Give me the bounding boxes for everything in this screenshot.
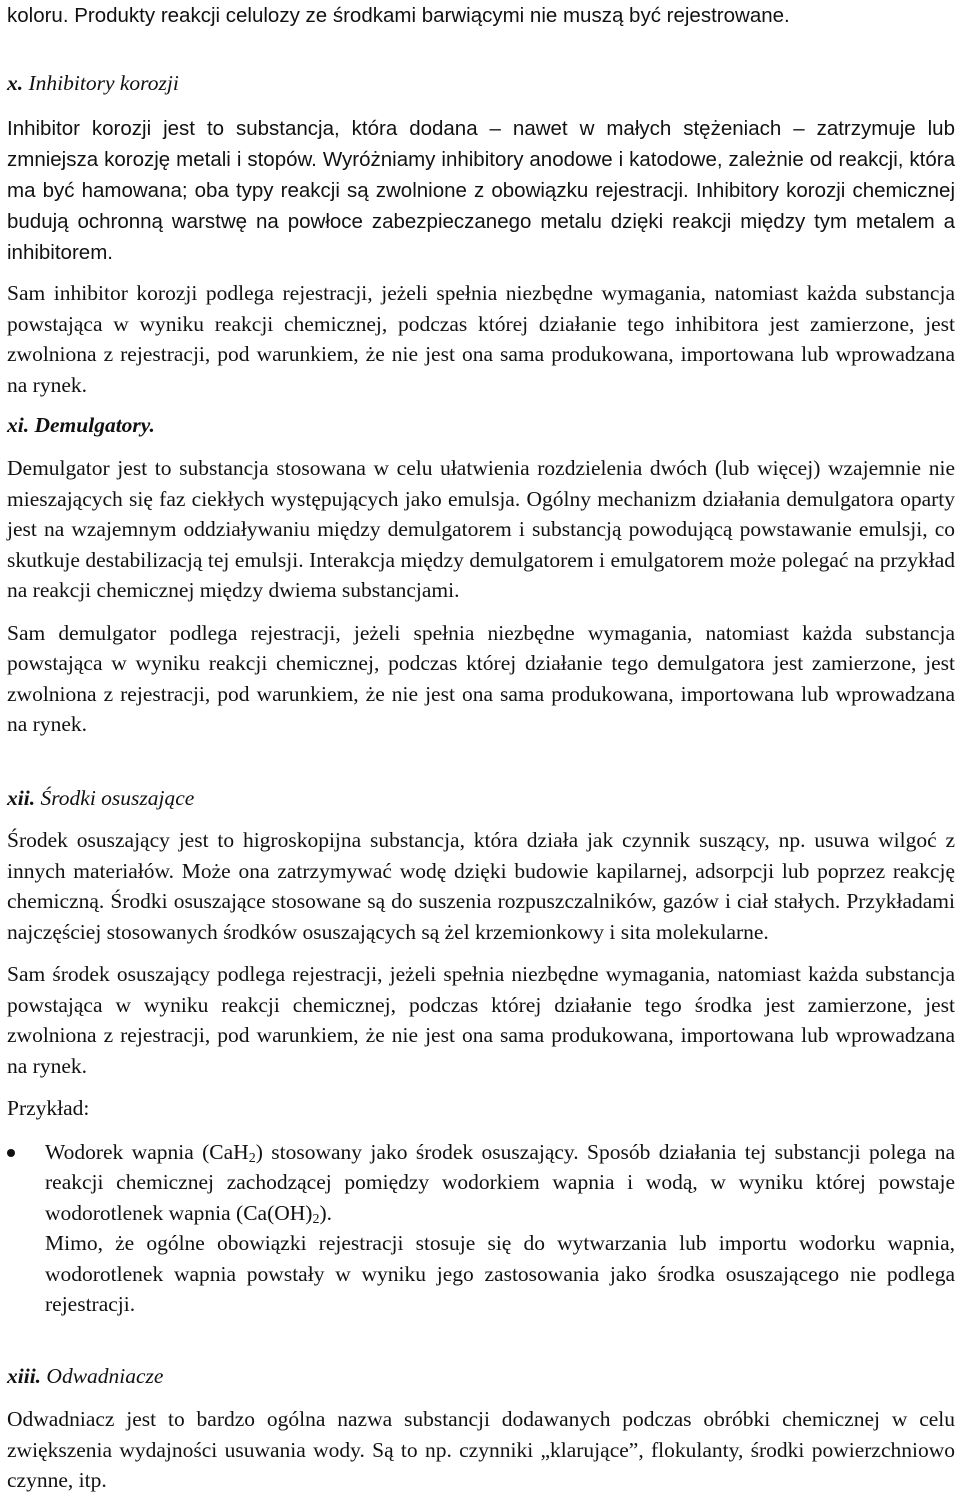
paragraph: Sam środek osuszający podlega rejestracji, jeżeli spełnia niezbędne wymagania, natomiast każda substancja powstająca w wyniku reakcji chemicznej, podczas której działanie tego środka jest zamierzone, jest zwolniona z rejestracji, pod warunkiem, że nie jest ona sama produkowana, importowana lub wprowadzana na rynek. bbox=[7, 962, 955, 1078]
section-number: xiii. bbox=[7, 1364, 42, 1388]
paragraph: Sam demulgator podlega rejestracji, jeżeli spełnia niezbędne wymagania, natomiast każda substancja powstająca w wyniku reakcji chemicznej, podczas której działanie tego demulgatora jest zamierzone, jest zwolniona z rejestracji, pod warunkiem, że nie jest ona sama produkowana, importowana lub wprowadzana na rynek. bbox=[7, 620, 955, 736]
example-label: Przykład: bbox=[7, 1096, 90, 1120]
section-title: Odwadniacze bbox=[46, 1364, 164, 1388]
intro-block bbox=[7, 0, 955, 31]
section-title: Inhibitory korozji bbox=[28, 71, 179, 95]
list-item-continuation: Mimo, że ogólne obowiązki rejestracji stosuje się do wytwarzania lub importu wodorku wapnia, wodorotlenek wapnia powstały w wyniku jego zastosowania jako środka osuszającego nie podlega rejestracji. bbox=[45, 1231, 955, 1316]
paragraph: Demulgator jest to substancja stosowana w celu ułatwienia rozdzielenia dwóch (lub więcej) wzajemnie nie mieszających się faz ciekłych występujących jako emulsja. Ogólny mechanizm działania demulgatora oparty jest na wzajemnym oddziaływaniu między demulgatorem i substancją powodującą powstawanie emulsji, co skutkuje destabilizacją tej emulsji. Interakcja między demulgatorem i emulgatorem może polegać na przykład na reakcji chemicznej między dwiema substancjami. bbox=[7, 456, 955, 602]
paragraph: Odwadniacz jest to bardzo ogólna nazwa substancji dodawanych podczas obróbki chemicznej w celu zwiększenia wydajności usuwania wody. Są to np. czynniki „klarujące”, flokulanty, środki powierzchniowo czynne, itp. bbox=[7, 1407, 955, 1492]
intro-paragraph: koloru. Produkty reakcji celulozy ze środkami barwiącymi nie muszą być rejestrowane. bbox=[7, 4, 790, 27]
section-title: Środki osuszające bbox=[40, 786, 195, 810]
paragraph: Sam inhibitor korozji podlega rejestracji, jeżeli spełnia niezbędne wymagania, natomiast każda substancja powstająca w wyniku reakcji chemicznej, podczas której działanie tego inhibitora jest zamierzone, jest zwolniona z rejestracji, pod warunkiem, że nie jest ona sama produkowana, importowana lub wprowadzana na rynek. bbox=[7, 281, 955, 397]
section-xi-heading bbox=[7, 410, 955, 440]
section-number: x. bbox=[7, 71, 24, 95]
section-title: Demulgatory. bbox=[34, 413, 155, 437]
example-list bbox=[7, 1137, 955, 1320]
paragraph: Inhibitor korozji jest to substancja, która dodana – nawet w małych stężeniach – zatrzymuje lub zmniejsza korozję metali i stopów. Wyróżniamy inhibitory anodowe i katodowe, zależnie od reakcji, która ma być hamowana; oba typy reakcji są zwolnione z obowiązku rejestracji. Inhibitory korozji chemicznej budują ochronną warstwę na powłoce zabezpieczanego metalu dzięki reakcji między tym metalem a inhibitorem. bbox=[7, 117, 955, 264]
paragraph: Środek osuszający jest to higroskopijna substancja, która działa jak czynnik suszący, np. usuwa wilgoć z innych materiałów. Może ona zatrzymywać wodę dzięki budowie kapilarnej, adsorpcji lub poprzez reakcję chemiczną. Środki osuszające stosowane są do suszenia rozpuszczalników, gazów i ciał stałych. Przykładami najczęściej stosowanych środków osuszających są żel krzemionkowy i sita molekularne. bbox=[7, 828, 955, 944]
list-item: Wodorek wapnia (CaH$_2$) stosowany jako środek osuszający. Sposób działania tej substancji polega na reakcji chemicznej zachodzącej pomiędzy wodorkiem wapnia i wodą, w wyniku której powstaje wodorotlenek wapnia $(Ca(OH)_2)$. Mimo, że ogólne obowiązki rejestracji stosuje się do wytwarzania lub importu wodorku wapnia, wodorotlenek wapnia powstały w wyniku jego zastosowania jako środka osuszającego nie podlega rejestracji. bbox=[7, 1137, 955, 1320]
section-x-body bbox=[7, 113, 955, 400]
section-xii-heading bbox=[7, 783, 955, 813]
section-x-heading bbox=[7, 68, 955, 98]
section-xiii-body bbox=[7, 1404, 955, 1496]
section-number: xii. bbox=[7, 786, 36, 810]
section-xii-body bbox=[7, 825, 955, 1320]
section-number: xi. bbox=[7, 413, 30, 437]
section-xiii-heading bbox=[7, 1361, 955, 1391]
bullet-icon bbox=[7, 1149, 15, 1157]
section-xi-body bbox=[7, 453, 955, 740]
